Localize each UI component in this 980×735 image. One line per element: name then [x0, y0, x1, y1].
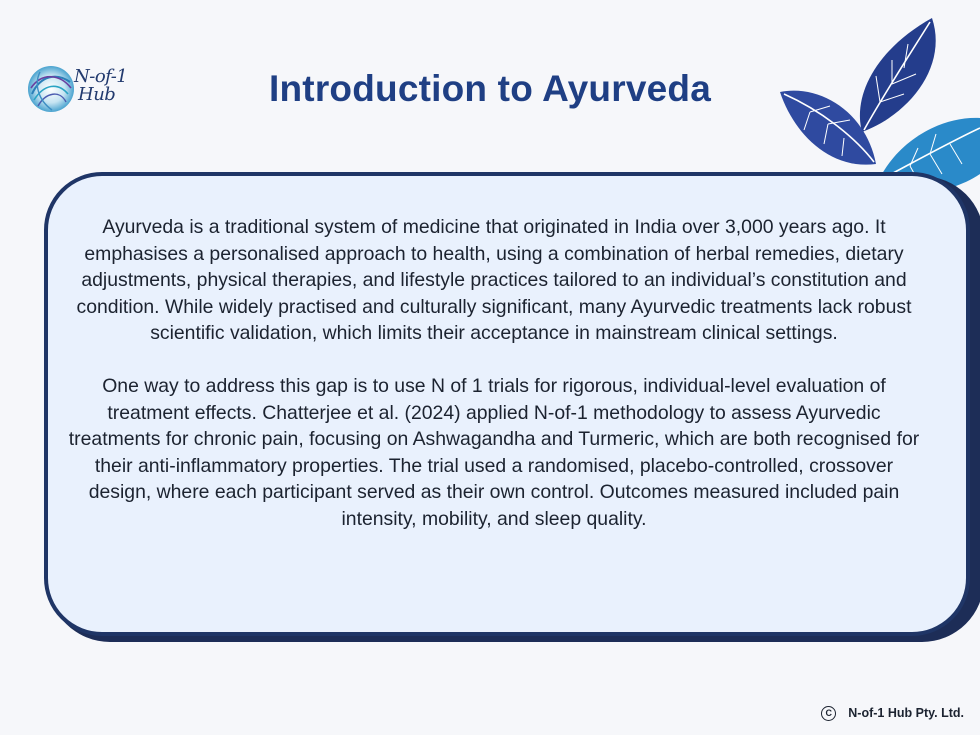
- logo-line1: N-of-1: [74, 66, 128, 87]
- paragraph-trials: One way to address this gap is to use N of 1 trials for rigorous, individual-level evaluation of treatment effects. Chatterjee et al. (2024) applied N-of-1 methodology to assess Ayurvedic treatments for chronic pain, focusing on Ashwagandha and Turmeric, which are both recognised for their anti-inflammatory properties. The trial used a randomised, placebo-controlled, crossover design, where each participant served as their own control. Outcomes measured included pain intensity, mobility, and sleep quality.: [68, 375, 920, 530]
- logo-line2: Hub: [78, 84, 116, 105]
- page-title: Introduction to Ayurveda: [269, 68, 711, 109]
- copyright-icon: C: [821, 706, 836, 721]
- footer-text: N-of-1 Hub Pty. Ltd.: [848, 706, 964, 720]
- card-body: [64, 214, 924, 532]
- footer: [821, 702, 964, 724]
- paragraph-intro: Ayurveda is a traditional system of medicine that originated in India over 3,000 years ago. It emphasises a personalised approach to health, using a combination of herbal remedies, dietary adjustments, physical therapies, and lifestyle practices tailored to an individual’s constitution and condition. While widely practised and culturally significant, many Ayurvedic treatments lack robust scientific validation, which limits their acceptance in mainstream clinical settings.: [76, 216, 912, 344]
